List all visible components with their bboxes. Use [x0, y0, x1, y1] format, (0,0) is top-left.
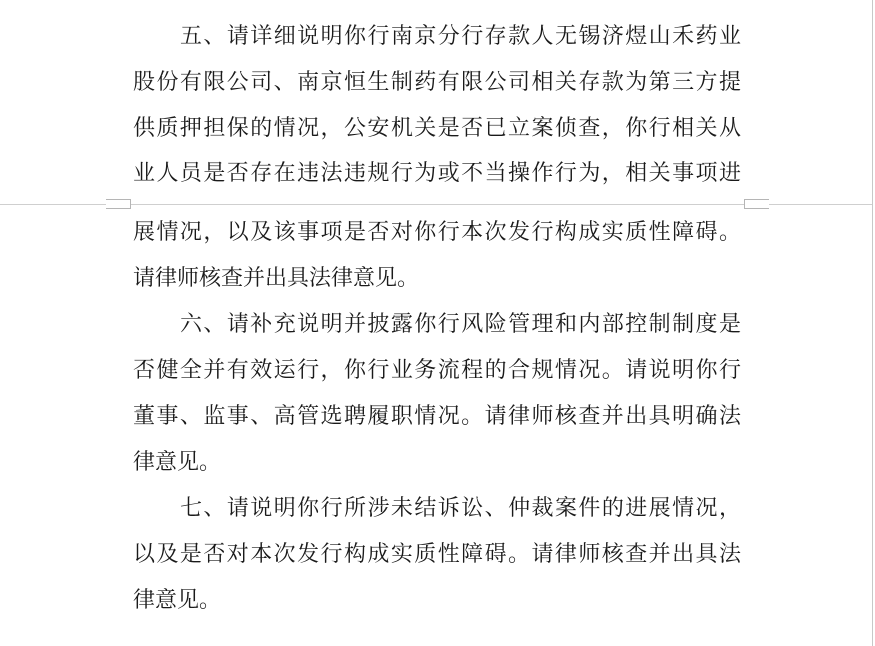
paragraph-7-line-3: 律意见。	[133, 588, 222, 613]
page-corner-mark-right	[744, 199, 769, 209]
page-corner-mark-left	[106, 199, 131, 209]
paragraph-5-line-6: 请律师核查并出具法律意见。	[133, 266, 420, 291]
paragraph-5-line-5: 展情况，以及该事项是否对你行本次发行构成实质性障碍。	[133, 220, 741, 245]
page-right-edge	[872, 0, 873, 646]
paragraph-5-line-4: 业人员是否存在违法违规行为或不当操作行为，相关事项进	[133, 161, 741, 186]
paragraph-5-line-3: 供质押担保的情况，公安机关是否已立案侦查，你行相关从	[133, 116, 741, 141]
paragraph-7-line-1: 七、请说明你行所涉未结诉讼、仲裁案件的进展情况，	[180, 496, 741, 521]
paragraph-6-line-3: 董事、监事、高管选聘履职情况。请律师核查并出具明确法	[133, 404, 741, 429]
paragraph-5-line-2: 股份有限公司、南京恒生制药有限公司相关存款为第三方提	[133, 70, 741, 95]
paragraph-7-line-2: 以及是否对本次发行构成实质性障碍。请律师核查并出具法	[133, 542, 741, 567]
paragraph-6-line-1: 六、请补充说明并披露你行风险管理和内部控制制度是	[180, 312, 741, 337]
paragraph-6-line-4: 律意见。	[133, 450, 222, 475]
paragraph-6-line-2: 否健全并有效运行，你行业务流程的合规情况。请说明你行	[133, 358, 741, 383]
paragraph-5-line-1: 五、请详细说明你行南京分行存款人无锡济煜山禾药业	[180, 24, 741, 49]
